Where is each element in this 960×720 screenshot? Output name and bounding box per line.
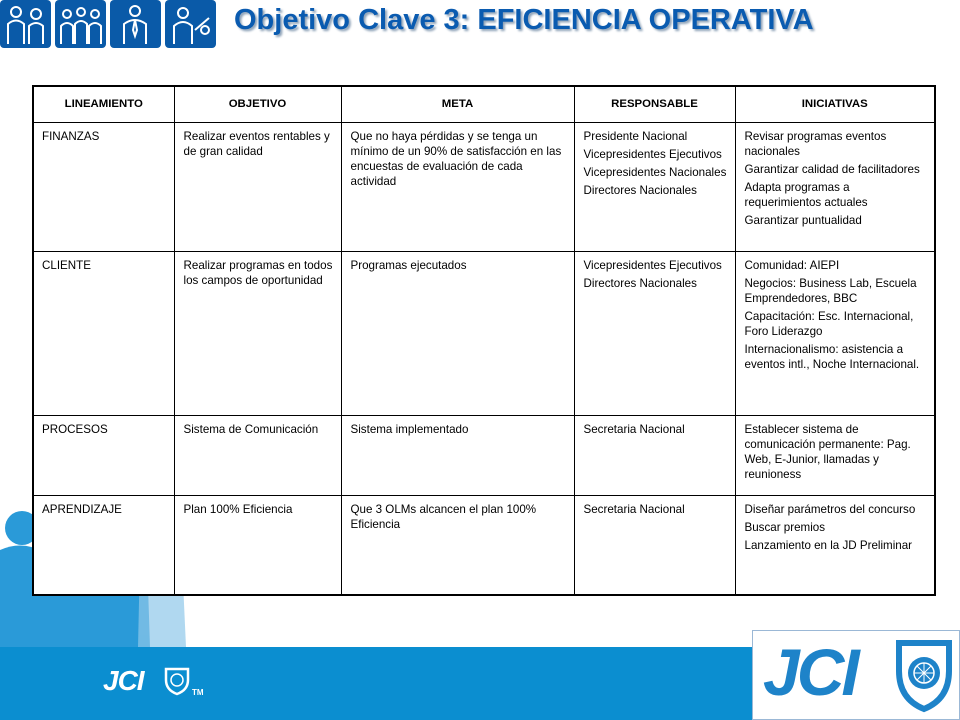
cell-objetivo: Plan 100% Eficiencia xyxy=(174,495,341,595)
cell-objetivo: Realizar eventos rentables y de gran calidad xyxy=(174,122,341,251)
cell-objetivo: Sistema de Comunicación xyxy=(174,415,341,495)
cell-lineamiento: APRENDIZAJE xyxy=(33,495,174,595)
iniciativa-item: Adapta programas a requerimientos actuales xyxy=(744,180,868,209)
cell-responsable xyxy=(574,415,735,495)
responsable-item: Vicepresidentes Ejecutivos xyxy=(583,147,722,161)
cell-iniciativas xyxy=(735,122,935,251)
group-icon xyxy=(55,0,106,48)
iniciativa-item: Diseñar parámetros del concurso xyxy=(744,502,916,516)
jci-emblem-icon xyxy=(163,666,191,696)
people-icon xyxy=(165,0,216,48)
cell-responsable xyxy=(574,122,735,251)
table-row xyxy=(33,122,935,251)
jci-logo-big: JCI xyxy=(763,635,857,709)
iniciativa-item: Garantizar calidad de facilitadores xyxy=(744,162,920,176)
cell-lineamiento: CLIENTE xyxy=(33,251,174,415)
cell-meta: Que 3 OLMs alcancen el plan 100% Eficiencia xyxy=(341,495,574,595)
jci-logo-panel xyxy=(752,630,960,720)
responsable-item: Vicepresidentes Ejecutivos xyxy=(583,258,722,272)
cell-objetivo: Realizar programas en todos los campos de oportunidad xyxy=(174,251,341,415)
cell-meta: Sistema implementado xyxy=(341,415,574,495)
iniciativa-item: Buscar premios xyxy=(744,520,826,534)
trademark-label: TM xyxy=(192,688,204,697)
header-lineamiento: LINEAMIENTO xyxy=(33,86,174,122)
table-row xyxy=(33,495,935,595)
cell-responsable xyxy=(574,251,735,415)
table-row xyxy=(33,251,935,415)
header-people-icons xyxy=(0,0,216,48)
cell-meta: Programas ejecutados xyxy=(341,251,574,415)
cell-iniciativas xyxy=(735,251,935,415)
header-objetivo: OBJETIVO xyxy=(174,86,341,122)
table-header-row xyxy=(33,86,935,122)
cell-lineamiento: PROCESOS xyxy=(33,415,174,495)
header-iniciativas: INICIATIVAS xyxy=(735,86,935,122)
iniciativa-item: Capacitación: Esc. Internacional, Foro Liderazgo xyxy=(744,309,914,338)
responsable-item: Secretaria Nacional xyxy=(583,502,685,516)
objectives-table xyxy=(32,85,936,596)
responsable-item: Presidente Nacional xyxy=(583,129,688,143)
cell-iniciativas xyxy=(735,415,935,495)
businessman-icon xyxy=(110,0,161,48)
cell-meta: Que no haya pérdidas y se tenga un mínimo de un 90% de satisfacción en las encuestas de evaluación de cada actividad xyxy=(341,122,574,251)
header-responsable: RESPONSABLE xyxy=(574,86,735,122)
page-title: Objetivo Clave 3: EFICIENCIA OPERATIVA xyxy=(234,4,814,36)
iniciativa-item: Negocios: Business Lab, Escuela Emprendedores, BBC xyxy=(744,276,917,305)
cell-responsable xyxy=(574,495,735,595)
iniciativa-item: Comunidad: AIEPI xyxy=(744,258,840,272)
responsable-item: Directores Nacionales xyxy=(583,183,697,197)
responsable-item: Secretaria Nacional xyxy=(583,422,685,436)
table-row xyxy=(33,415,935,495)
jci-logo-small: JCI xyxy=(103,665,144,696)
iniciativa-item: Internacionalismo: asistencia a eventos intl., Noche Internacional. xyxy=(744,342,920,371)
iniciativa-item: Revisar programas eventos nacionales xyxy=(744,129,887,158)
cell-iniciativas xyxy=(735,495,935,595)
person-icon xyxy=(0,0,51,48)
iniciativa-item: Lanzamiento en la JD Preliminar xyxy=(744,538,913,552)
iniciativa-item: Garantizar puntualidad xyxy=(744,213,862,227)
responsable-item: Vicepresidentes Nacionales xyxy=(583,165,727,179)
cell-lineamiento: FINANZAS xyxy=(33,122,174,251)
header-meta: META xyxy=(341,86,574,122)
objectives-table-container xyxy=(32,85,934,594)
iniciativa-item: Establecer sistema de comunicación permanente: Pag. Web, E-Junior, llamadas y reunioness xyxy=(744,422,911,481)
jci-shield-icon xyxy=(895,639,953,713)
responsable-item: Directores Nacionales xyxy=(583,276,697,290)
